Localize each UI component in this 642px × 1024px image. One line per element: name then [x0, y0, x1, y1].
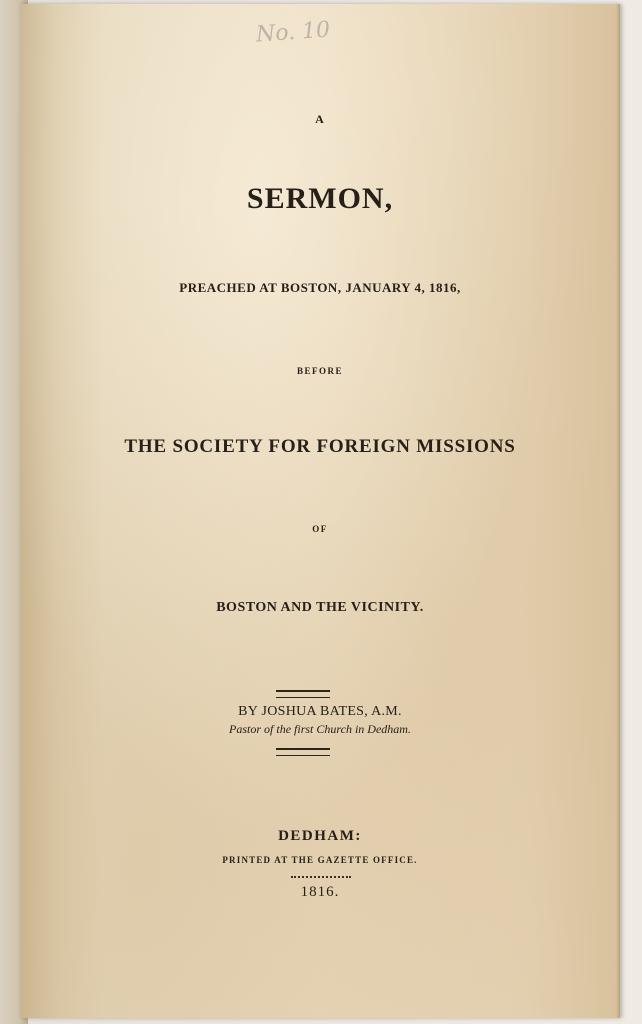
author-line: BY JOSHUA BATES, A.M. [238, 704, 402, 719]
title-sermon: SERMON, [246, 182, 394, 215]
title-page [20, 4, 620, 1018]
handwritten-annotation: No. 10 [255, 17, 331, 48]
society-line: THE SOCIETY FOR FOREIGN MISSIONS [124, 436, 516, 457]
imprint-printer: PRINTED AT THE GAZETTE OFFICE. [222, 855, 418, 865]
pastor-line: Pastor of the first Church in Dedham. [229, 722, 411, 736]
double-rule-top [276, 690, 330, 698]
of-line: OF [312, 524, 328, 534]
double-rule-bottom [276, 748, 330, 756]
dotted-divider [291, 876, 351, 878]
region-line: BOSTON AND THE VICINITY. [216, 600, 424, 615]
preached-line: PREACHED AT BOSTON, JANUARY 4, 1816, [179, 280, 461, 295]
imprint-place: DEDHAM: [278, 828, 362, 844]
article-a: A [315, 112, 325, 126]
imprint-year: 1816. [300, 884, 340, 900]
before-line: BEFORE [296, 366, 343, 376]
